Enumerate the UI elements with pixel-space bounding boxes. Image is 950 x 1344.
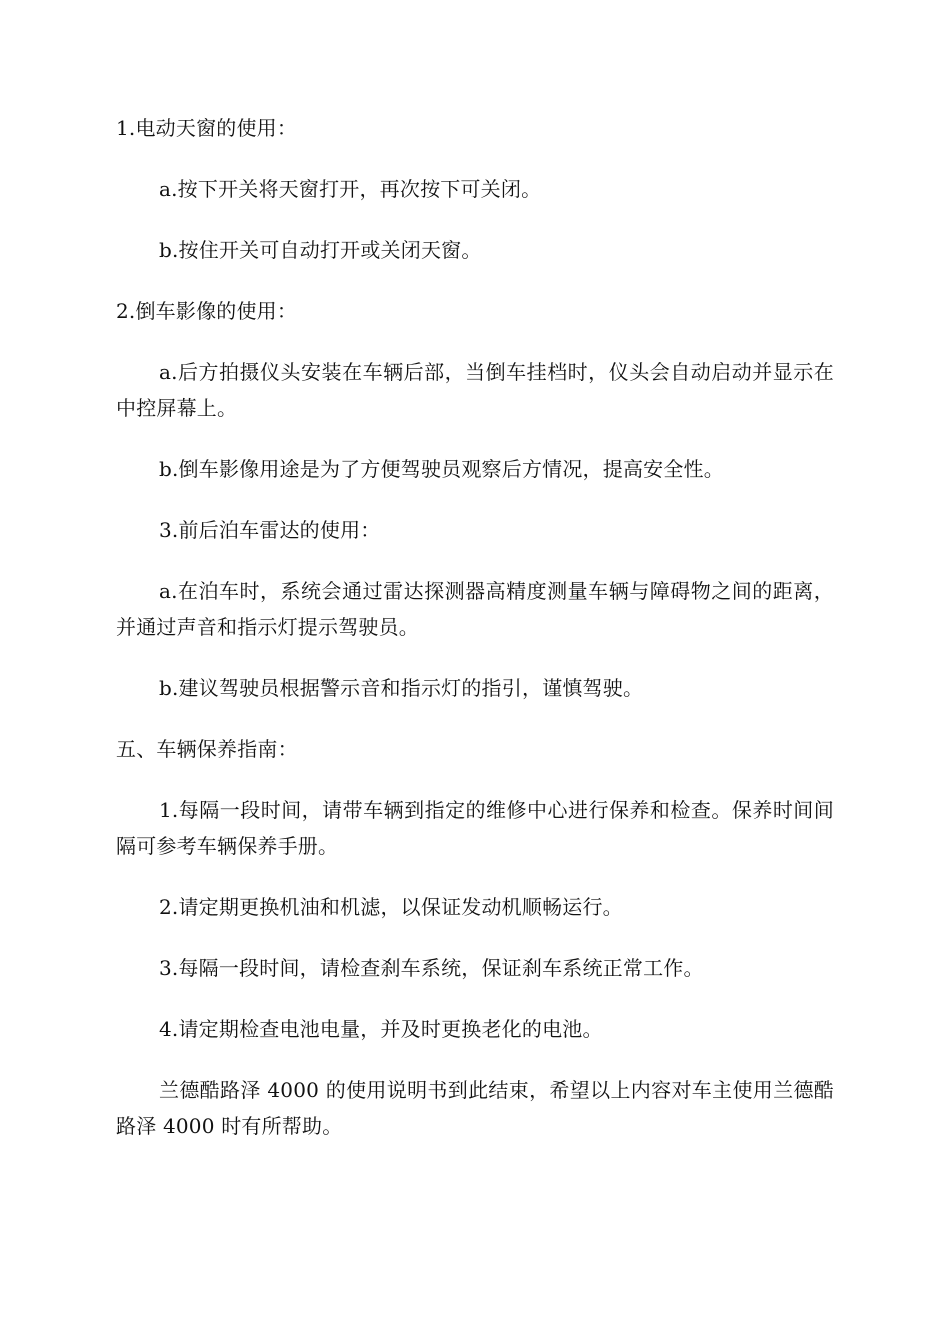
parking-radar-item-a: a.在泊车时，系统会通过雷达探测器高精度测量车辆与障碍物之间的距离，并通过声音和指示灯提示驾驶员。 <box>116 579 834 639</box>
maintenance-item-3: 3.每隔一段时间，请检查刹车系统，保证刹车系统正常工作。 <box>159 956 704 980</box>
parking-radar-item-b: b.建议驾驶员根据警示音和指示灯的指引，谨慎驾驶。 <box>159 676 644 700</box>
heading-maintenance: 五、车辆保养指南： <box>116 737 298 761</box>
maintenance-item-1: 1.每隔一段时间，请带车辆到指定的维修中心进行保养和检查。保养时间间隔可参考车辆保养手册。 <box>116 798 834 858</box>
document-body <box>116 110 834 1144</box>
maintenance-item-4: 4.请定期检查电池电量，并及时更换老化的电池。 <box>159 1017 603 1041</box>
maintenance-item-2: 2.请定期更换机油和机滤，以保证发动机顺畅运行。 <box>159 895 623 919</box>
heading-sunroof: 1.电动天窗的使用： <box>116 116 298 140</box>
sunroof-item-a: a.按下开关将天窗打开，再次按下可关闭。 <box>159 177 542 201</box>
heading-reverse-camera: 2.倒车影像的使用： <box>116 299 298 323</box>
heading-parking-radar: 3.前后泊车雷达的使用： <box>159 518 381 542</box>
closing-paragraph: 兰德酷路泽 4000 的使用说明书到此结束，希望以上内容对车主使用兰德酷路泽 4000 时有所帮助。 <box>116 1078 834 1138</box>
reverse-camera-item-b: b.倒车影像用途是为了方便驾驶员观察后方情况，提高安全性。 <box>159 457 724 481</box>
sunroof-item-b: b.按住开关可自动打开或关闭天窗。 <box>159 238 482 262</box>
reverse-camera-item-a: a.后方拍摄仪头安装在车辆后部，当倒车挂档时，仪头会自动启动并显示在中控屏幕上。 <box>116 360 834 420</box>
